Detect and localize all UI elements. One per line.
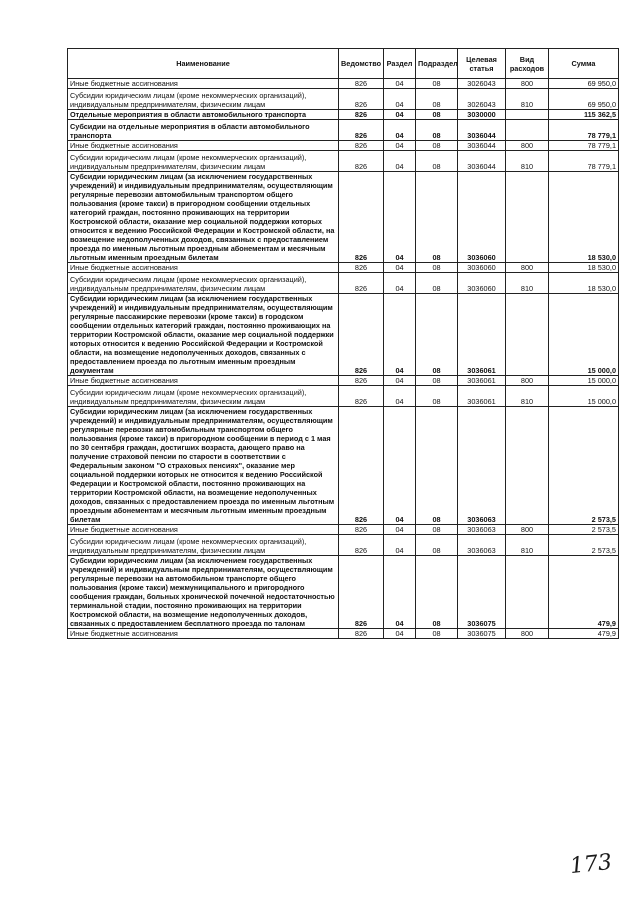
cell-podrazdel: 08 — [416, 263, 458, 273]
cell-summa: 2 573,5 — [549, 535, 619, 556]
cell-vid-raskhodov — [506, 172, 549, 263]
cell-podrazdel: 08 — [416, 407, 458, 525]
cell-vid-raskhodov — [506, 556, 549, 629]
cell-razdel: 04 — [384, 376, 416, 386]
table-row — [68, 89, 619, 110]
cell-vid-raskhodov — [506, 294, 549, 376]
cell-vedomstvo: 826 — [339, 407, 384, 525]
table-row — [68, 535, 619, 556]
cell-razdel: 04 — [384, 79, 416, 89]
cell-summa: 78 779,1 — [549, 120, 619, 141]
cell-name: Отдельные мероприятия в области автомобильного транспорта — [68, 110, 339, 120]
cell-celevaya-statya: 3036063 — [458, 535, 506, 556]
cell-razdel: 04 — [384, 273, 416, 294]
cell-name: Иные бюджетные ассигнования — [68, 376, 339, 386]
cell-vid-raskhodov: 800 — [506, 263, 549, 273]
cell-vid-raskhodov: 810 — [506, 535, 549, 556]
header-vedomstvo: Ведомство — [339, 49, 384, 79]
table-row — [68, 629, 619, 639]
header-podrazdel: Подраздел — [416, 49, 458, 79]
cell-podrazdel: 08 — [416, 294, 458, 376]
cell-summa: 78 779,1 — [549, 151, 619, 172]
cell-vid-raskhodov: 800 — [506, 141, 549, 151]
cell-razdel: 04 — [384, 629, 416, 639]
cell-vid-raskhodov — [506, 110, 549, 120]
cell-razdel: 04 — [384, 263, 416, 273]
cell-celevaya-statya: 3036063 — [458, 525, 506, 535]
table-row — [68, 263, 619, 273]
cell-vedomstvo: 826 — [339, 120, 384, 141]
cell-vid-raskhodov: 800 — [506, 629, 549, 639]
table-row — [68, 141, 619, 151]
cell-summa: 15 000,0 — [549, 386, 619, 407]
table-row — [68, 151, 619, 172]
cell-name: Иные бюджетные ассигнования — [68, 263, 339, 273]
cell-vedomstvo: 826 — [339, 376, 384, 386]
cell-celevaya-statya: 3036063 — [458, 407, 506, 525]
cell-vid-raskhodov: 810 — [506, 386, 549, 407]
cell-summa: 115 362,5 — [549, 110, 619, 120]
cell-podrazdel: 08 — [416, 535, 458, 556]
cell-vid-raskhodov: 810 — [506, 151, 549, 172]
cell-razdel: 04 — [384, 407, 416, 525]
cell-celevaya-statya: 3036044 — [458, 151, 506, 172]
cell-razdel: 04 — [384, 172, 416, 263]
cell-name: Субсидии юридическим лицам (кроме некоммерческих организаций), индивидуальным предпринимателям, физическим лицам — [68, 273, 339, 294]
table-row — [68, 273, 619, 294]
cell-vedomstvo: 826 — [339, 386, 384, 407]
cell-summa: 78 779,1 — [549, 141, 619, 151]
cell-summa: 18 530,0 — [549, 172, 619, 263]
cell-summa: 15 000,0 — [549, 376, 619, 386]
cell-vid-raskhodov: 800 — [506, 525, 549, 535]
cell-vedomstvo: 826 — [339, 89, 384, 110]
cell-name: Субсидии юридическим лицам (за исключением государственных учреждений) и индивидуальным предпринимателям, осуществляющим регулярные перевозки на автомобильном транспорте общего пользования (кроме такси) межмуниципального и пригородного сообщения граждан, больных хронической почечной недостаточностью терминальной стадии, постоянно проживающих на территории Костромской области, на возмещение недополученных доходов, связанных с предоставлением бесплатного проезда по талонам — [68, 556, 339, 629]
cell-name: Иные бюджетные ассигнования — [68, 141, 339, 151]
cell-celevaya-statya: 3036061 — [458, 386, 506, 407]
cell-celevaya-statya: 3036061 — [458, 294, 506, 376]
cell-celevaya-statya: 3030000 — [458, 110, 506, 120]
cell-name: Субсидии юридическим лицам (за исключением государственных учреждений) и индивидуальным предпринимателям, осуществляющим регулярные пассажирские перевозки (кроме такси) в городском сообщении отдельных категорий граждан, постоянно проживающих на территории Костромской области, оказание мер социальной поддержки которых относится к ведению Российской Федерации и Костромской области, на возмещение недополученных доходов, связанных с предоставлением проезда по льготным именным проездным документам — [68, 294, 339, 376]
header-summa: Сумма — [549, 49, 619, 79]
cell-vid-raskhodov: 810 — [506, 89, 549, 110]
cell-summa: 69 950,0 — [549, 79, 619, 89]
cell-podrazdel: 08 — [416, 110, 458, 120]
cell-vedomstvo: 826 — [339, 629, 384, 639]
cell-vid-raskhodov — [506, 407, 549, 525]
cell-celevaya-statya: 3036044 — [458, 120, 506, 141]
header-name: Наименование — [68, 49, 339, 79]
cell-razdel: 04 — [384, 386, 416, 407]
cell-razdel: 04 — [384, 525, 416, 535]
cell-celevaya-statya: 3026043 — [458, 79, 506, 89]
cell-vedomstvo: 826 — [339, 273, 384, 294]
cell-vedomstvo: 826 — [339, 263, 384, 273]
cell-podrazdel: 08 — [416, 141, 458, 151]
header-vid-raskhodov: Вид расходов — [506, 49, 549, 79]
cell-podrazdel: 08 — [416, 151, 458, 172]
cell-celevaya-statya: 3026043 — [458, 89, 506, 110]
cell-name: Субсидии юридическим лицам (кроме некоммерческих организаций), индивидуальным предпринимателям, физическим лицам — [68, 151, 339, 172]
cell-vedomstvo: 826 — [339, 141, 384, 151]
cell-celevaya-statya: 3036060 — [458, 172, 506, 263]
cell-name: Субсидии юридическим лицам (кроме некоммерческих организаций), индивидуальным предпринимателям, физическим лицам — [68, 535, 339, 556]
cell-razdel: 04 — [384, 110, 416, 120]
header-razdel: Раздел — [384, 49, 416, 79]
cell-name: Субсидии юридическим лицам (кроме некоммерческих организаций), индивидуальным предпринимателям, физическим лицам — [68, 386, 339, 407]
cell-vedomstvo: 826 — [339, 151, 384, 172]
cell-celevaya-statya: 3036075 — [458, 556, 506, 629]
cell-vedomstvo: 826 — [339, 172, 384, 263]
budget-table — [67, 48, 619, 639]
header-celevaya-statya: Целевая статья — [458, 49, 506, 79]
cell-name: Субсидии юридическим лицам (за исключением государственных учреждений) и индивидуальным предпринимателям, осуществляющим регулярные перевозки автомобильным транспортом общего пользования (кроме такси) в пригородном сообщении в период с 1 мая по 30 сентября граждан, достигших возраста, дающего право на получение страховой пенсии по старости в соответствии с Федеральным законом "О страховых пенсиях", оказание мер социальной поддержки которых не относится к ведению Российской Федерации и Костромской области, постоянно проживающих на территории Костромской области, на возмещение недополученных доходов, связанных с предоставлением проезда по именным льготным проездным абонементам и месячным льготным именным проездным билетам — [68, 407, 339, 525]
cell-celevaya-statya: 3036061 — [458, 376, 506, 386]
cell-summa: 2 573,5 — [549, 525, 619, 535]
cell-vid-raskhodov: 800 — [506, 79, 549, 89]
cell-vid-raskhodov: 810 — [506, 273, 549, 294]
cell-podrazdel: 08 — [416, 376, 458, 386]
cell-vid-raskhodov — [506, 120, 549, 141]
table-row — [68, 294, 619, 376]
table-row — [68, 79, 619, 89]
table-row — [68, 407, 619, 525]
cell-podrazdel: 08 — [416, 556, 458, 629]
cell-celevaya-statya: 3036044 — [458, 141, 506, 151]
cell-name: Субсидии юридическим лицам (кроме некоммерческих организаций), индивидуальным предпринимателям, физическим лицам — [68, 89, 339, 110]
cell-vedomstvo: 826 — [339, 79, 384, 89]
cell-razdel: 04 — [384, 294, 416, 376]
table-row — [68, 386, 619, 407]
cell-razdel: 04 — [384, 89, 416, 110]
cell-podrazdel: 08 — [416, 120, 458, 141]
cell-summa: 479,9 — [549, 629, 619, 639]
cell-celevaya-statya: 3036075 — [458, 629, 506, 639]
cell-vedomstvo: 826 — [339, 556, 384, 629]
cell-name: Иные бюджетные ассигнования — [68, 525, 339, 535]
table-row — [68, 556, 619, 629]
page-number: 173 — [568, 849, 614, 880]
cell-celevaya-statya: 3036060 — [458, 273, 506, 294]
table-row — [68, 172, 619, 263]
cell-vedomstvo: 826 — [339, 525, 384, 535]
table-row — [68, 120, 619, 141]
cell-vid-raskhodov: 800 — [506, 376, 549, 386]
cell-podrazdel: 08 — [416, 89, 458, 110]
cell-razdel: 04 — [384, 556, 416, 629]
table-row — [68, 110, 619, 120]
cell-summa: 479,9 — [549, 556, 619, 629]
budget-table-sheet — [67, 48, 618, 639]
cell-razdel: 04 — [384, 151, 416, 172]
cell-summa: 69 950,0 — [549, 89, 619, 110]
table-body — [68, 79, 619, 639]
cell-summa: 2 573,5 — [549, 407, 619, 525]
cell-name: Субсидии юридическим лицам (за исключением государственных учреждений) и индивидуальным предпринимателям, осуществляющим регулярные перевозки автомобильным транспортом общего пользования (кроме такси) в пригородном сообщении отдельных категорий граждан, постоянно проживающих на территории Костромской области, оказание мер социальной поддержки которых относится к ведению Российской Федерации и Костромской области, на возмещение недополученных доходов, связанных с предоставлением проезда по именным льготным проездным абонементам и месячным льготным именным проездным билетам — [68, 172, 339, 263]
cell-vedomstvo: 826 — [339, 110, 384, 120]
cell-celevaya-statya: 3036060 — [458, 263, 506, 273]
cell-name: Субсидии на отдельные мероприятия в области автомобильного транспорта — [68, 120, 339, 141]
cell-name: Иные бюджетные ассигнования — [68, 629, 339, 639]
cell-vedomstvo: 826 — [339, 294, 384, 376]
cell-summa: 18 530,0 — [549, 273, 619, 294]
cell-summa: 18 530,0 — [549, 263, 619, 273]
cell-podrazdel: 08 — [416, 273, 458, 294]
cell-podrazdel: 08 — [416, 79, 458, 89]
cell-summa: 15 000,0 — [549, 294, 619, 376]
cell-podrazdel: 08 — [416, 172, 458, 263]
cell-razdel: 04 — [384, 141, 416, 151]
table-row — [68, 376, 619, 386]
header-row — [68, 49, 619, 79]
cell-name: Иные бюджетные ассигнования — [68, 79, 339, 89]
table-row — [68, 525, 619, 535]
cell-vedomstvo: 826 — [339, 535, 384, 556]
cell-podrazdel: 08 — [416, 629, 458, 639]
cell-podrazdel: 08 — [416, 386, 458, 407]
cell-razdel: 04 — [384, 535, 416, 556]
cell-razdel: 04 — [384, 120, 416, 141]
cell-podrazdel: 08 — [416, 525, 458, 535]
